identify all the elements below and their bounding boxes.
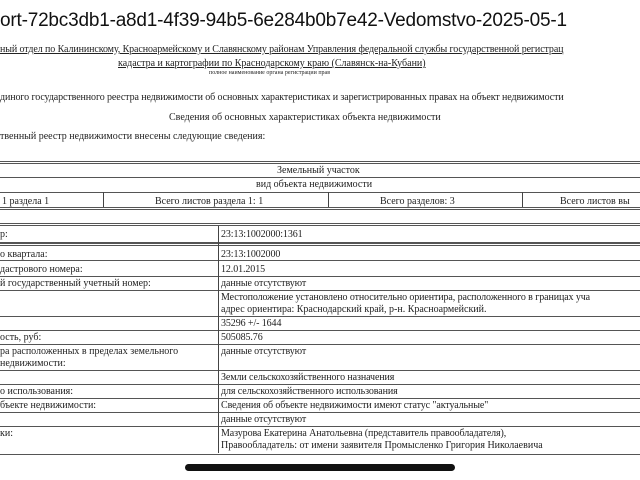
row-label: ра расположенных в пределах земельного xyxy=(0,346,179,357)
row-value: Местоположение установлено относительно ориентира, расположенного в границах уча xyxy=(221,292,591,303)
row-value: 23:13:1002000 xyxy=(221,249,281,260)
row-value: 35296 +/- 1644 xyxy=(221,318,282,329)
row-label: р: xyxy=(0,229,8,240)
object-type: Земельный участок xyxy=(277,165,360,176)
row-label: бъекте недвижимости: xyxy=(0,400,97,411)
row-value: данные отсутствуют xyxy=(221,346,307,357)
authority-line-1: ный отдел по Калининскому, Красноармейскому и Славянскому районам Управления федеральной службы государственной регистрац xyxy=(0,44,564,55)
section-title: Сведения об основных характеристиках объекта недвижимости xyxy=(169,112,441,123)
row-value: Сведения об объекте недвижимости имеют статус "актуальные" xyxy=(221,400,489,411)
total-sheets: Всего листов вы xyxy=(560,196,630,207)
row-value: 505085.76 xyxy=(221,332,263,343)
object-type-caption: вид объекта недвижимости xyxy=(256,179,373,190)
sheet-number: 1 раздела 1 xyxy=(2,196,50,207)
row-value: данные отсутствуют xyxy=(221,414,307,425)
row-label: о использования: xyxy=(0,386,74,397)
document-title: ort-72bc3db1-a8d1-4f39-94b5-6e284b0b7e42-Vedomstvo-2025-05-1 xyxy=(0,10,567,31)
row-value: для сельскохозяйственного использования xyxy=(221,386,398,397)
extract-title: диного государственного реестра недвижимости об основных характеристиках и зарегистрированных правах на объект недвижимости xyxy=(0,92,564,103)
row-label: й государственный учетный номер: xyxy=(0,278,151,289)
row-value: 23:13:1002000:1361 xyxy=(221,229,303,240)
row-label: дастрового номера: xyxy=(0,264,83,275)
authority-line-2: кадастра и картографии по Краснодарскому краю (Славянск-на-Кубани) xyxy=(118,58,426,69)
authority-caption: полное наименование органа регистрации прав xyxy=(209,70,331,76)
intro-text: твенный реестр недвижимости внесены следующие сведения: xyxy=(0,131,266,142)
row-value-cont: адрес ориентира: Краснодарский край, р-н. Красноармейский. xyxy=(221,304,487,315)
row-label: ость, руб: xyxy=(0,332,42,343)
row-value-cont: Правообладатель: от имени заявителя Промысленко Григория Николаевича xyxy=(221,440,543,451)
row-value: Земли сельскохозяйственного назначения xyxy=(221,372,395,383)
sheets-in-section: Всего листов раздела 1: 1 xyxy=(155,196,264,207)
row-value: 12.01.2015 xyxy=(221,264,266,275)
home-indicator[interactable] xyxy=(185,464,455,471)
row-label: о квартала: xyxy=(0,249,48,260)
row-value: данные отсутствуют xyxy=(221,278,307,289)
row-label-cont: недвижимости: xyxy=(0,358,66,369)
total-sections: Всего разделов: 3 xyxy=(380,196,455,207)
row-label: ки: xyxy=(0,428,13,439)
row-value: Мазурова Екатерина Анатольевна (представитель правообладателя), xyxy=(221,428,507,439)
